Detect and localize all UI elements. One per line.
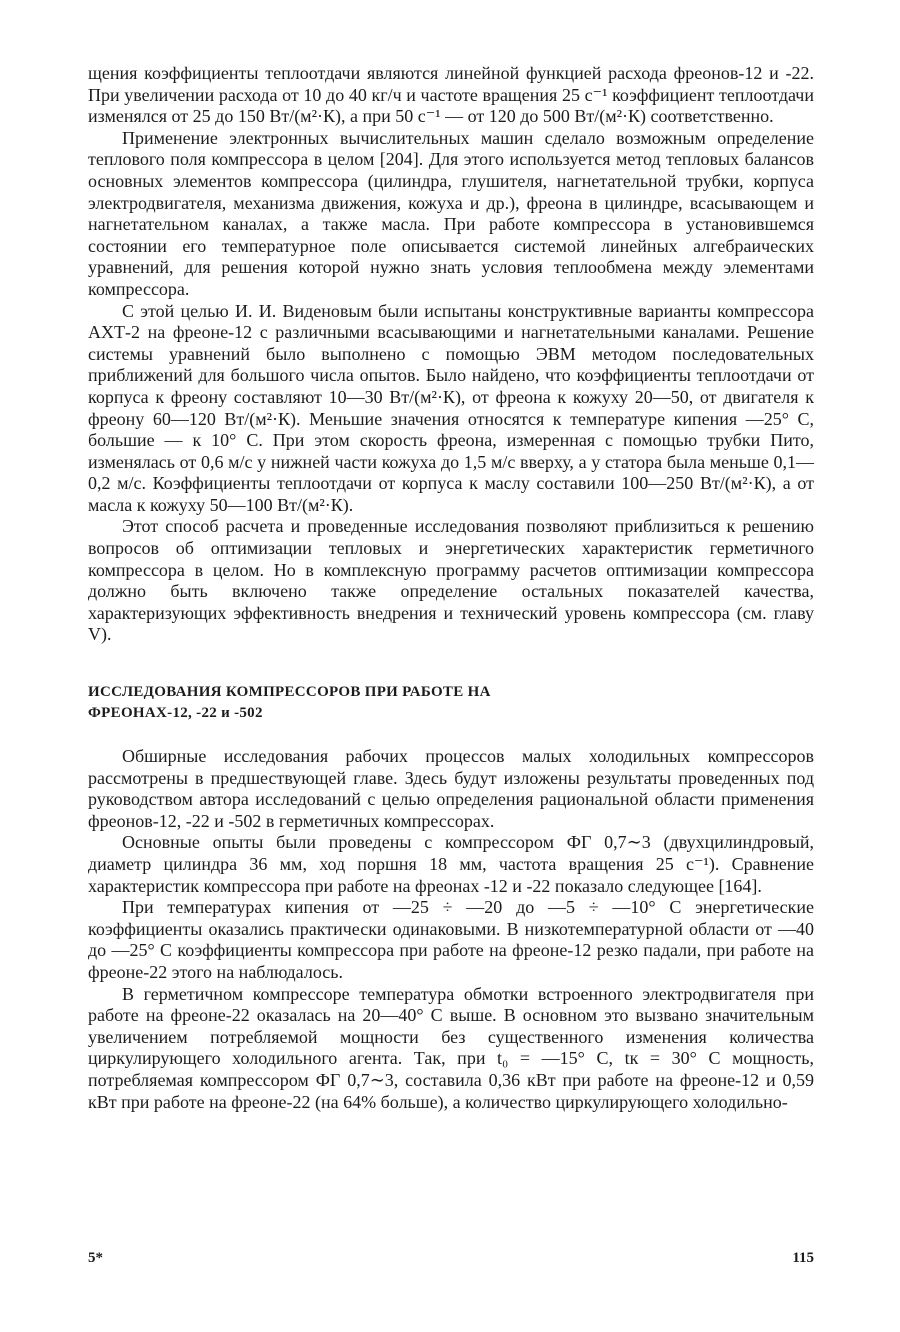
paragraph-main-tests: Основные опыты были проведены с компрессором ФГ 0,7∼3 (двухцилиндровый, диаметр цилиндра 36 мм, ход поршня 18 мм, частота вращения 25 с⁻¹). Сравнение характеристик компрессора при работе на фреонах -12 и -22 показало следующее [164]. bbox=[88, 832, 814, 896]
signature-mark: 5* bbox=[88, 1250, 103, 1266]
paragraph-boiling-temps: При температурах кипения от —25 ÷ —20 до —5 ÷ —10° С энергетические коэффициенты оказались практически одинаковыми. В низкотемпературной области от —40 до —25° С коэффициенты компрессора при работе на фреоне-12 резко падали, при работе на фреоне-22 этого на наблюдалось. bbox=[88, 897, 814, 982]
section-heading-line-1: ИССЛЕДОВАНИЯ КОМПРЕССОРОВ ПРИ РАБОТЕ НА bbox=[88, 684, 491, 701]
section-heading bbox=[88, 682, 814, 724]
page-number: 115 bbox=[792, 1250, 814, 1266]
section-heading-line-2: ФРЕОНАХ-12, -22 и -502 bbox=[88, 705, 263, 722]
page-body bbox=[88, 63, 814, 1113]
paragraph-winding-temp: В герметичном компрессоре температура обмотки встроенного электродвигателя при работе на фреоне-22 оказалась на 20—40° С выше. В основном это вызвано значительным увеличением потребляемой мощности без существенного изменения количества циркулирующего холодильного агента. Так, при t₀ = —15° С, tк = 30° С мощность, потребляемая компрессором ФГ 0,7∼3, составила 0,36 кВт при работе на фреоне-12 и 0,59 кВт при работе на фреоне-22 (на 64% больше), а количество циркулирующего холодильно- bbox=[88, 983, 814, 1112]
paragraph-thermal-field: Применение электронных вычислительных машин сделало возможным определение теплового поля компрессора в целом [204]. Для этого используется метод тепловых балансов основных элементов компрессора (цилиндра, глушителя, нагнетательной трубки, корпуса электродвигателя, механизма движения, кожуха и др.), фреона в цилиндре, всасывающем и нагнетательном каналах, а также масла. При работе компрессора в установившемся состоянии его температурное поле описывается системой линейных алгебраических уравнений, для решения которой нужно знать условия теплообмена между элементами компрессора. bbox=[88, 127, 814, 299]
paragraph-vidanov-tests: С этой целью И. И. Виденовым были испытаны конструктивные варианты компрессора АХТ-2 на фреоне-12 с различными всасывающими и нагнетательными каналами. Решение системы уравнений было выполнено с помощью ЭВМ методом последовательных приближений для большого числа опытов. Было найдено, что коэффициенты теплоотдачи от корпуса к фреону составляют 10—30 Вт/(м²·К), от фреона к кожуху 20—50, от двигателя к фреону 60—120 Вт/(м²·К). Меньшие значения относятся к температуре кипения —25° С, большие — к 10° С. При этом скорость фреона, измеренная с помощью трубки Пито, изменялась от 0,6 м/с у нижней части кожуха до 1,5 м/с вверху, а у статора была меньше 0,1—0,2 м/с. Коэффициенты теплоотдачи от корпуса к маслу составили 100—250 Вт/(м²·К), а от масла к кожуху 50—100 Вт/(м²·К). bbox=[88, 300, 814, 515]
paragraph-optimization: Этот способ расчета и проведенные исследования позволяют приблизиться к решению вопросов об оптимизации тепловых и энергетических характеристик герметичного компрессора в целом. Но в комплексную программу расчетов оптимизации компрессора должно быть включено также определение остальных показателей качества, характеризующих эффективность внедрения и технический уровень компрессора (см. главу V). bbox=[88, 516, 814, 645]
paragraph-overview: Обширные исследования рабочих процессов малых холодильных компрессоров рассмотрены в предшествующей главе. Здесь будут изложены результаты проведенных под руководством автора исследований с целью определения рациональной области применения фреонов-12, -22 и -502 в герметичных компрессорах. bbox=[88, 746, 814, 831]
paragraph-continued: щения коэффициенты теплоотдачи являются линейной функцией расхода фреонов-12 и -22. При увеличении расхода от 10 до 40 кг/ч и частоте вращения 25 с⁻¹ коэффициент теплоотдачи изменялся от 25 до 150 Вт/(м²·К), а при 50 с⁻¹ — от 120 до 500 Вт/(м²·К) соответственно. bbox=[88, 63, 814, 127]
